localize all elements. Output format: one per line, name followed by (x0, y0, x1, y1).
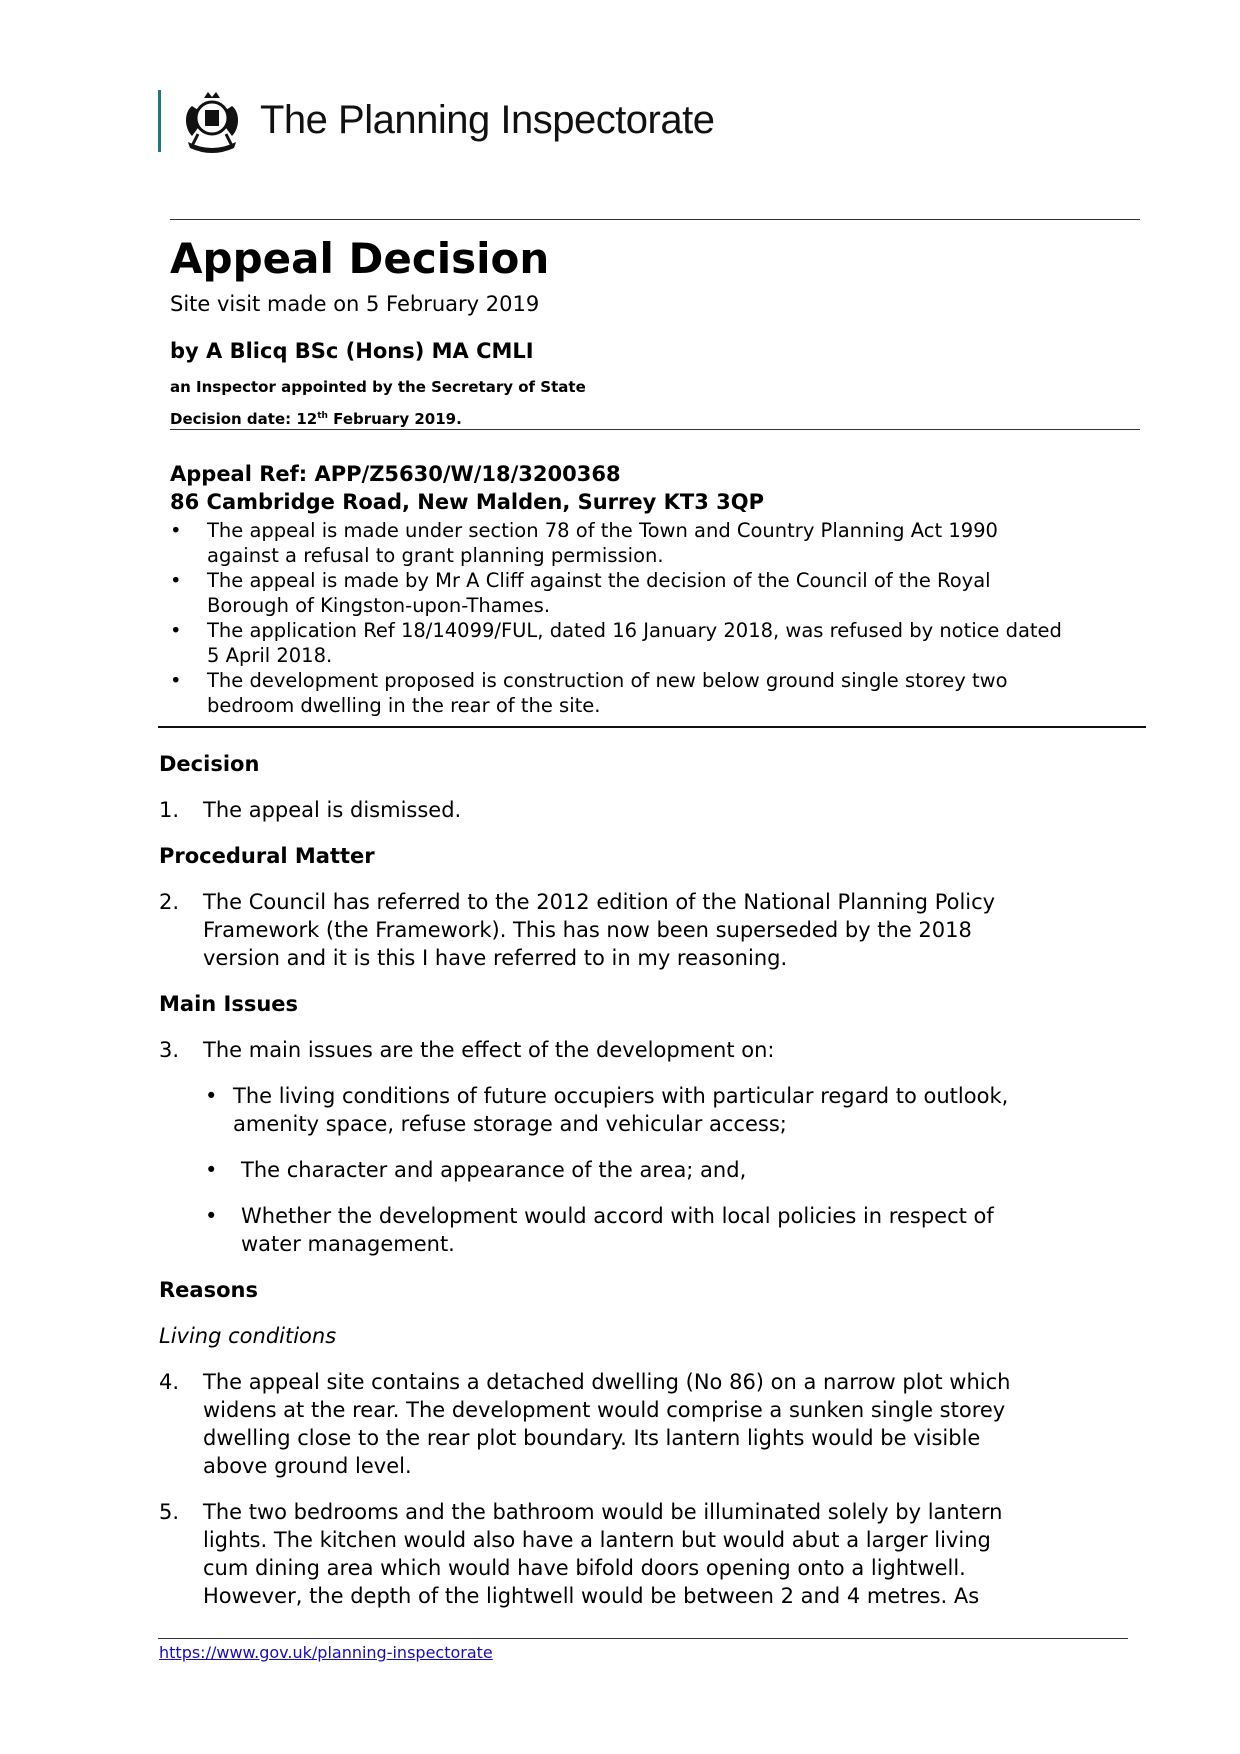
paragraph-5: 5. The two bedrooms and the bathroom would be illuminated solely by lantern lights. The kitchen would also have a lantern but would abut a larger living cum dining area which would have bifold doors opening onto a lightwell. However, the depth of the lightwell would be between 2 and 4 metres. As (159, 1500, 1003, 1608)
inspector-name: by A Blicq BSc (Hons) MA CMLI (170, 339, 534, 363)
section-heading-reasons: Reasons (159, 1278, 258, 1302)
logo-accent-bar (158, 90, 161, 152)
footer-link[interactable]: https://www.gov.uk/planning-inspectorate (159, 1643, 493, 1662)
list-item: • The appeal is made by Mr A Cliff against the decision of the Council of the Royal Borough of Kingston-upon-Thames. (170, 569, 991, 617)
issue-3: • Whether the development would accord with local policies in respect of water management. (205, 1204, 994, 1256)
section-heading-main-issues: Main Issues (159, 992, 299, 1016)
issue-1: • The living conditions of future occupiers with particular regard to outlook, amenity space, refuse storage and vehicular access; (205, 1084, 1009, 1136)
site-visit-date: Site visit made on 5 February 2019 (170, 292, 540, 316)
list-item: • The development proposed is construction of new below ground single storey two bedroom dwelling in the rear of the site. (170, 669, 1008, 717)
paragraph-4: 4. The appeal site contains a detached dwelling (No 86) on a narrow plot which widens at the rear. The development would comprise a sunken single storey dwelling close to the rear plot boundary. Its lantern lights would be visible above ground level. (159, 1370, 1011, 1478)
issue-2: • The character and appearance of the area; and, (205, 1158, 747, 1182)
appeal-details-list (170, 518, 1140, 718)
appeal-reference: Appeal Ref: APP/Z5630/W/18/3200368 86 Cambridge Road, New Malden, Surrey KT3 3QP (170, 462, 765, 514)
divider (158, 1638, 1128, 1639)
divider (170, 219, 1140, 220)
paragraph-2: 2. The Council has referred to the 2012 edition of the National Planning Policy Framework (the Framework). This has now been superseded by the 2018 version and it is this I have referred to in my reasoning. (159, 890, 996, 970)
decision-date: Decision date: 12th February 2019. (170, 410, 462, 428)
subheading-living-conditions: Living conditions (159, 1324, 337, 1348)
section-heading-procedural: Procedural Matter (159, 844, 375, 868)
paragraph-3: 3. The main issues are the effect of the development on: (159, 1038, 775, 1062)
section-heading-decision: Decision (159, 752, 260, 776)
inspector-appointment: an Inspector appointed by the Secretary of State (170, 378, 586, 396)
royal-crest-icon (178, 88, 246, 156)
list-item: • The application Ref 18/14099/FUL, dated 16 January 2018, was refused by notice dated 5 April 2018. (170, 619, 1062, 667)
divider (170, 429, 1140, 430)
divider (158, 726, 1146, 728)
appeal-address: 86 Cambridge Road, New Malden, Surrey KT3 3QP (170, 490, 765, 514)
page-title: Appeal Decision (170, 234, 550, 283)
paragraph-1: 1. The appeal is dismissed. (159, 798, 462, 822)
list-item: • The appeal is made under section 78 of the Town and Country Planning Act 1990 against a refusal to grant planning permission. (170, 519, 998, 567)
org-name: The Planning Inspectorate (260, 98, 715, 142)
